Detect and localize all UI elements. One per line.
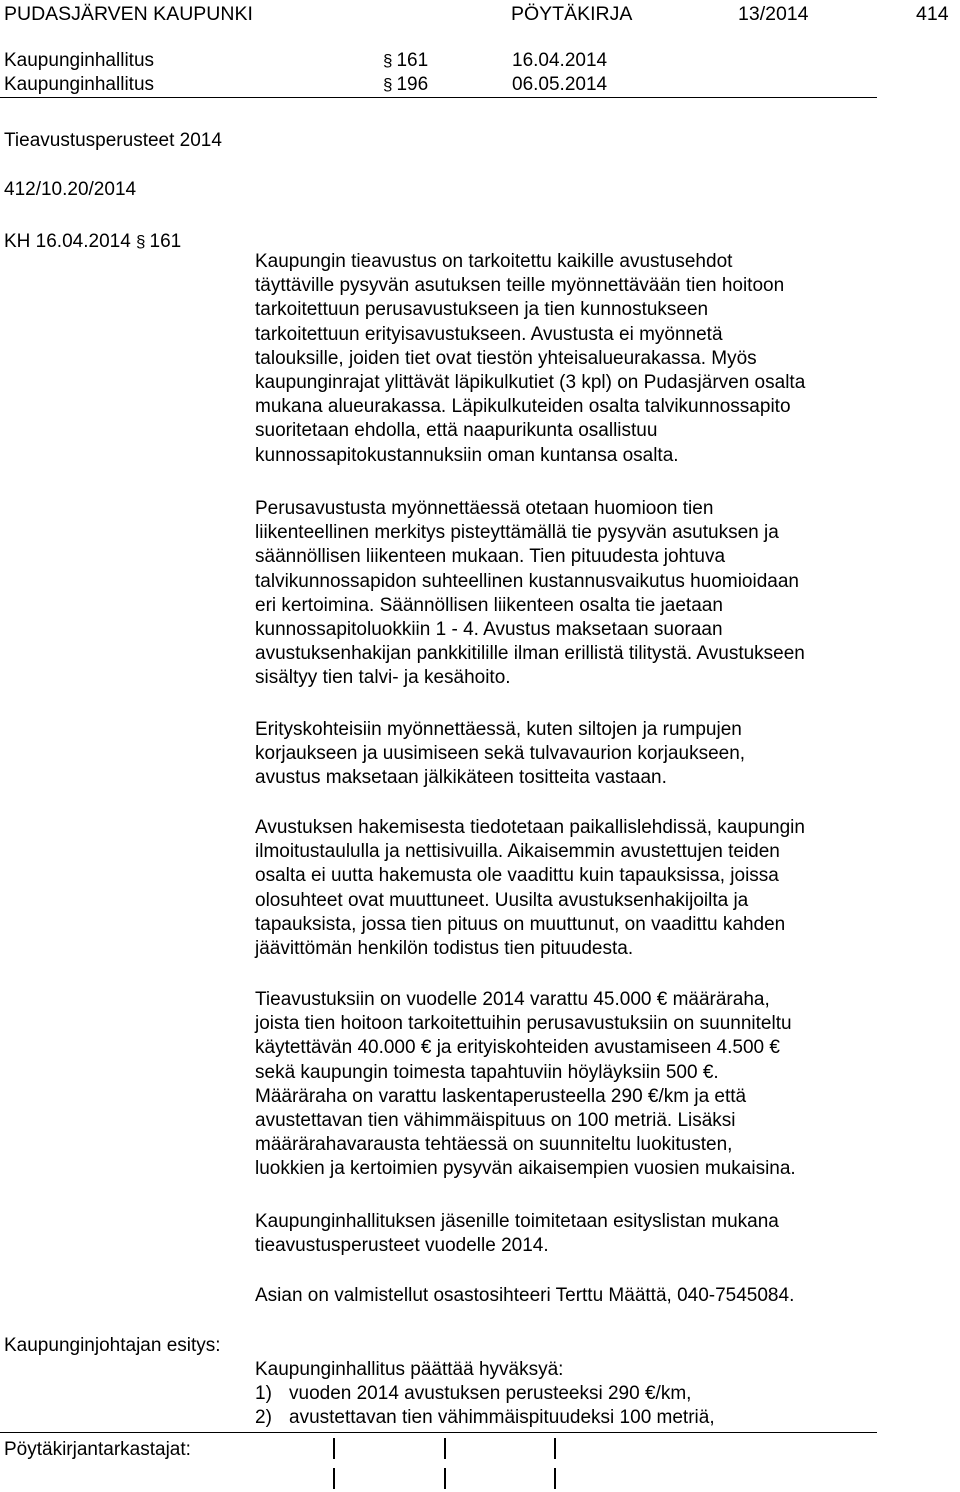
signature-separator	[333, 1438, 335, 1459]
meta-date: 06.05.2014	[512, 74, 608, 95]
signature-separator	[444, 1468, 446, 1489]
text-line: Perusavustusta myönnettäessä otetaan huomioon tien	[255, 498, 714, 519]
text-line: Kaupungin tieavustus on tarkoitettu kaikille avustusehdot	[255, 251, 733, 272]
reference-number: 412/10.20/2014	[4, 179, 137, 200]
text-line: avustus maksetaan jälkikäteen tositteita vastaan.	[255, 767, 667, 789]
proposal-intro: Kaupunginhallitus päättää hyväksyä:	[255, 1359, 564, 1380]
text-line: Kaupunginhallituksen jäsenille toimitetaan esityslistan mukana	[255, 1211, 779, 1232]
text-line: tarkoitettuun erityisavustukseen. Avustusta ei myönnetä	[255, 323, 723, 345]
meta-section	[383, 73, 428, 97]
organization-name: PUDASJÄRVEN KAUPUNKI	[4, 3, 253, 25]
item-number: 1)	[255, 1383, 272, 1404]
text-line: tapauksista, jossa tien pituus on muuttunut, on vaadittu kahden	[255, 913, 786, 935]
text-line: käytettävän 40.000 € ja erityiskohteiden avustamiseen 4.500 €	[255, 1037, 780, 1059]
text-line: tarkoitettuun perusavustukseen ja tien kunnostukseen	[255, 299, 709, 321]
footer-divider	[0, 1432, 877, 1433]
page-number: 414	[916, 3, 949, 25]
text-line: osalta ei uutta hakemusta ole vaadittu kuin tapauksissa, joissa	[255, 865, 779, 887]
previous-label: KH 16.04.2014	[4, 231, 131, 252]
document-type: PÖYTÄKIRJA	[511, 3, 633, 25]
previous-handling	[4, 230, 181, 254]
signature-separator	[554, 1468, 556, 1489]
text-line: mukana alueurakassa. Läpikulkuteiden osalta talvikunnossapito	[255, 396, 791, 418]
text-line: jäävittömän henkilön todistus tien pituudesta.	[255, 938, 634, 960]
paragraph-1	[255, 250, 895, 468]
meta-section	[383, 49, 428, 73]
text-line: talvikunnossapidon suhteellinen kustannusvaikutus huomioidaan	[255, 570, 799, 592]
proposal-item	[255, 1382, 691, 1406]
paragraph-7	[255, 1284, 895, 1308]
paragraph-4	[255, 816, 895, 961]
signature-separator	[444, 1438, 446, 1459]
text-line: suoritetaan ehdolla, että naapurikunta osallistuu	[255, 420, 658, 442]
footer-label: Pöytäkirjantarkastajat:	[4, 1439, 191, 1460]
text-line: avustuksenhakijan pankkitilille ilman erillistä tilitystä. Avustukseen	[255, 643, 805, 665]
meta-body: Kaupunginhallitus	[4, 50, 155, 71]
text-line: Erityskohteisiin myönnettäessä, kuten siltojen ja rumpujen	[255, 719, 742, 740]
proposal-item	[255, 1406, 715, 1430]
text-line: kaupunginrajat ylittävät läpikulkutiet (3 kpl) on Pudasjärven osalta	[255, 372, 806, 394]
header-divider	[0, 97, 877, 98]
section-number: 161	[396, 50, 429, 71]
text-line: määrärahavarausta tehtäessä on suunniteltu luokitusten,	[255, 1134, 733, 1156]
previous-number: 161	[149, 231, 182, 252]
text-line: luokkien ja kertoimien pysyvän aikaisempien vuosien mukaisina.	[255, 1158, 796, 1180]
section-number: 196	[396, 74, 429, 95]
text-line: säännöllisen liikenteen mukaan. Tien pituudesta johtuva	[255, 546, 726, 568]
paragraph-5	[255, 988, 895, 1182]
text-line: Tieavustuksiin on vuodelle 2014 varattu 45.000 € määräraha,	[255, 989, 770, 1010]
text-line: täyttäville pysyvän asutuksen teille myönnettävään tien hoitoon	[255, 275, 785, 297]
text-line: sekä kaupungin toimesta tapahtuviin höyläyksiin 500 €.	[255, 1061, 719, 1083]
text-line: avustettavan tien vähimmäispituus on 100 metriä. Lisäksi	[255, 1110, 736, 1132]
section-symbol: §	[383, 51, 393, 70]
meta-body: Kaupunginhallitus	[4, 74, 155, 95]
document-title: Tieavustusperusteet 2014	[4, 130, 222, 151]
section-symbol: §	[136, 232, 146, 251]
text-line: sisältyy tien talvi- ja kesähoito.	[255, 667, 511, 689]
text-line: talouksille, joiden tiet ovat tiestön yhteisalueurakassa. Myös	[255, 347, 757, 369]
text-line: olosuhteet ovat muuttuneet. Uusilta avustuksenhakijoilta ja	[255, 889, 749, 911]
text-line: joista tien hoitoon tarkoitettuihin perusavustuksiin on suunniteltu	[255, 1013, 792, 1035]
text-line: eri kertoimina. Säännöllisen liikenteen osalta tie jaetaan	[255, 594, 723, 616]
paragraph-6	[255, 1210, 895, 1258]
meta-date: 16.04.2014	[512, 50, 608, 71]
text-line: korjaukseen ja uusimiseen sekä tulvavaurion korjaukseen,	[255, 743, 746, 765]
item-number: 2)	[255, 1407, 272, 1428]
text-line: ilmoitustaululla ja nettisivuilla. Aikaisemmin avustettujen teiden	[255, 841, 780, 863]
paragraph-3	[255, 718, 895, 791]
text-line: kunnossapitokustannuksiin oman kuntansa osalta.	[255, 444, 679, 466]
text-line: Määräraha on varattu laskentaperusteella 290 €/km ja että	[255, 1085, 747, 1107]
item-text: avustettavan tien vähimmäispituudeksi 100 metriä,	[289, 1407, 715, 1428]
text-line: tieavustusperusteet vuodelle 2014.	[255, 1235, 549, 1257]
section-symbol: §	[383, 75, 393, 94]
signature-separator	[554, 1438, 556, 1459]
text-line: Avustuksen hakemisesta tiedotetaan paikallislehdissä, kaupungin	[255, 817, 805, 838]
text-line: Asian on valmistellut osastosihteeri Terttu Määttä, 040-7545084.	[255, 1285, 795, 1306]
text-line: liikenteellinen merkitys pisteyttämällä tie pysyvän asutuksen ja	[255, 522, 779, 544]
text-line: kunnossapitoluokkiin 1 - 4. Avustus maksetaan suoraan	[255, 619, 723, 641]
proposal-label: Kaupunginjohtajan esitys:	[4, 1335, 221, 1356]
item-text: vuoden 2014 avustuksen perusteeksi 290 €/km,	[289, 1383, 692, 1404]
paragraph-2	[255, 497, 895, 691]
signature-separator	[333, 1468, 335, 1489]
issue-number: 13/2014	[738, 3, 809, 25]
